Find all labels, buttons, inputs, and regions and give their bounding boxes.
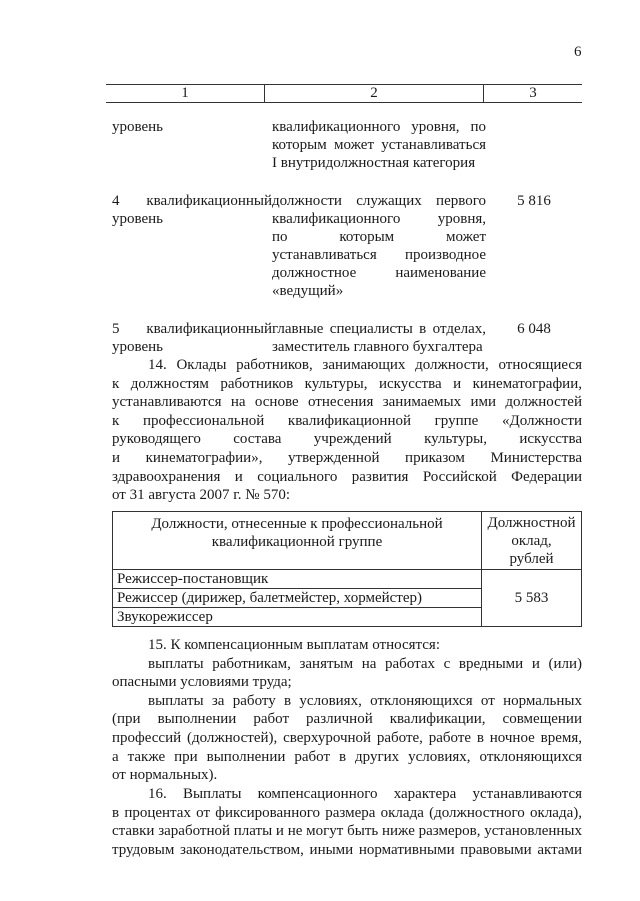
salary-cell: 5 583 <box>482 570 582 627</box>
page-number: 6 <box>574 44 582 60</box>
positions-salary-table <box>112 511 582 627</box>
row-description: должности служащих первого квалификационного уровня, по которым может устанавливаться производное должностное наименование «ведущий» <box>272 193 486 299</box>
table-row <box>112 118 582 172</box>
row-description: главные специалисты в отделах, заместитель главного бухгалтера <box>272 321 486 355</box>
row-description: квалификационного уровня, по которым может устанавливаться I внутридолжностная категория <box>272 119 486 171</box>
position-cell: Звукорежиссер <box>113 608 482 627</box>
table-row <box>112 320 582 356</box>
qualification-rows <box>112 118 582 376</box>
paragraph-14: 14. Оклады работников, занимающих должности, относящиеся к должностям работников культуры, искусства и кинематографии, устанавливаются на основе отнесения занимаемых ими должностей к профессиональной квалификационной группе «Должности руководящего состава учреждений культуры, искусства и кинематографии», утвержденной приказом Министерства здравоохранения и социального развития Российской Федерации от 31 августа 2007 г. № 570: <box>112 357 582 504</box>
row-level: 5 квалификационный уровень <box>112 321 272 355</box>
row-salary: 5 816 <box>517 193 551 209</box>
table-row <box>112 192 582 300</box>
column-header-2: 2 <box>265 85 484 103</box>
paragraph-15: 15. К компенсационным выплатам относятся: выплаты работникам, занятым на работах с вредными и (или) опасными условиями труда; выплаты за работу в условиях, отклоняющихся от нормальных (при выполнении работ различной квалификации, совмещении профессий (должностей), сверхурочной работе, работе в ночное время, а также при выполнении работ в других условиях, отклоняющихся от нормальных). <box>112 637 582 784</box>
row-salary <box>486 118 582 172</box>
row-level: уровень <box>112 119 164 135</box>
column-header-1: 1 <box>106 85 265 103</box>
table-header-positions: Должности, отнесенные к профессиональной квалификационной группе <box>113 512 482 570</box>
table-header-row <box>106 84 582 103</box>
paragraph-16: 16. Выплаты компенсационного характера устанавливаются в процентах от фиксированного размера оклада (должностного оклада), ставки заработной платы и не могут быть ниже размеров, установленных трудовым законодательством, иными нормативными правовыми актами <box>112 786 582 858</box>
column-header-3: 3 <box>484 85 583 103</box>
position-cell: Режиссер-постановщик <box>113 570 482 589</box>
row-level: 4 квалификационный уровень <box>112 193 272 227</box>
row-salary: 6 048 <box>517 321 551 337</box>
table-header-salary: Должностной оклад, рублей <box>482 512 582 570</box>
position-cell: Режиссер (дирижер, балетмейстер, хормейстер) <box>113 589 482 608</box>
